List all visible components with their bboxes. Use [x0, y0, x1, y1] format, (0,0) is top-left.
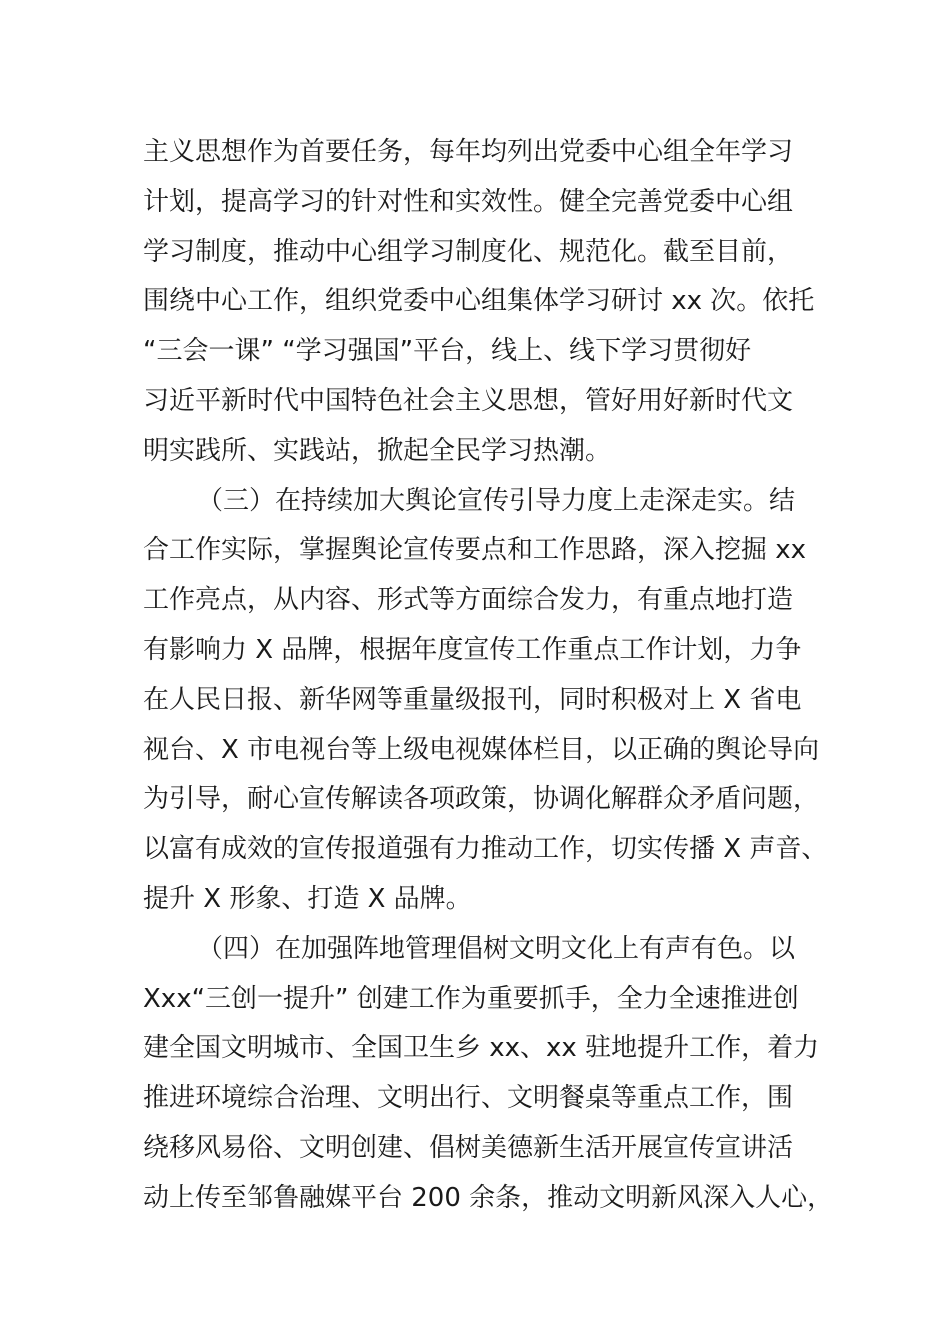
- text-line: 习近平新时代中国特色社会主义思想，管好用好新时代文: [143, 385, 794, 416]
- text-line: 在人民日报、新华网等重量级报刊，同时积极对上 X 省电: [143, 684, 802, 715]
- text-line: 工作亮点，从内容、形式等方面综合发力，有重点地打造: [143, 585, 794, 616]
- section-heading-line: （三）在持续加大舆论宣传引导力度上走深走实。结: [197, 485, 796, 516]
- text-line: 推进环境综合治理、文明出行、文明餐桌等重点工作，围: [143, 1083, 794, 1114]
- text-line: 计划，提高学习的针对性和实效性。健全完善党委中心组: [143, 186, 794, 217]
- text-line: Xxx“三创一提升” 创建工作为重要抓手，全力全速推进创: [143, 983, 799, 1014]
- section-heading-line: （四）在加强阵地管理倡树文明文化上有声有色。以: [197, 933, 796, 964]
- text-line: 建全国文明城市、全国卫生乡 xx、xx 驻地提升工作，着力: [143, 1033, 820, 1064]
- text-line: 绕移风易俗、文明创建、倡树美德新生活开展宣传宣讲活: [143, 1132, 794, 1163]
- text-line: 为引导，耐心宣传解读各项政策，协调化解群众矛盾问题，: [143, 784, 820, 815]
- text-line: 明实践所、实践站，掀起全民学习热潮。: [143, 435, 612, 466]
- text-line: 动上传至邹鲁融媒平台 200 余条，推动文明新风深入人心，: [143, 1182, 834, 1213]
- text-line: 合工作实际，掌握舆论宣传要点和工作思路，深入挖掘 xx: [143, 535, 807, 566]
- text-line: 有影响力 X 品牌，根据年度宣传工作重点工作计划，力争: [143, 634, 802, 665]
- text-line: 视台、X 市电视台等上级电视媒体栏目，以正确的舆论导向: [143, 734, 820, 765]
- text-line: 以富有成效的宣传报道强有力推动工作，切实传播 X 声音、: [143, 834, 828, 865]
- text-line: 围绕中心工作，组织党委中心组集体学习研讨 xx 次。依托: [143, 286, 815, 317]
- text-line: 主义思想作为首要任务，每年均列出党委中心组全年学习: [143, 137, 794, 167]
- text-line: “三会一课” “学习强国”平台，线上、线下学习贯彻好: [143, 336, 752, 367]
- body-text: [143, 128, 834, 1224]
- text-line: 提升 X 形象、打造 X 品牌。: [143, 883, 472, 914]
- text-line: 学习制度，推动中心组学习制度化、规范化。截至目前，: [143, 236, 794, 267]
